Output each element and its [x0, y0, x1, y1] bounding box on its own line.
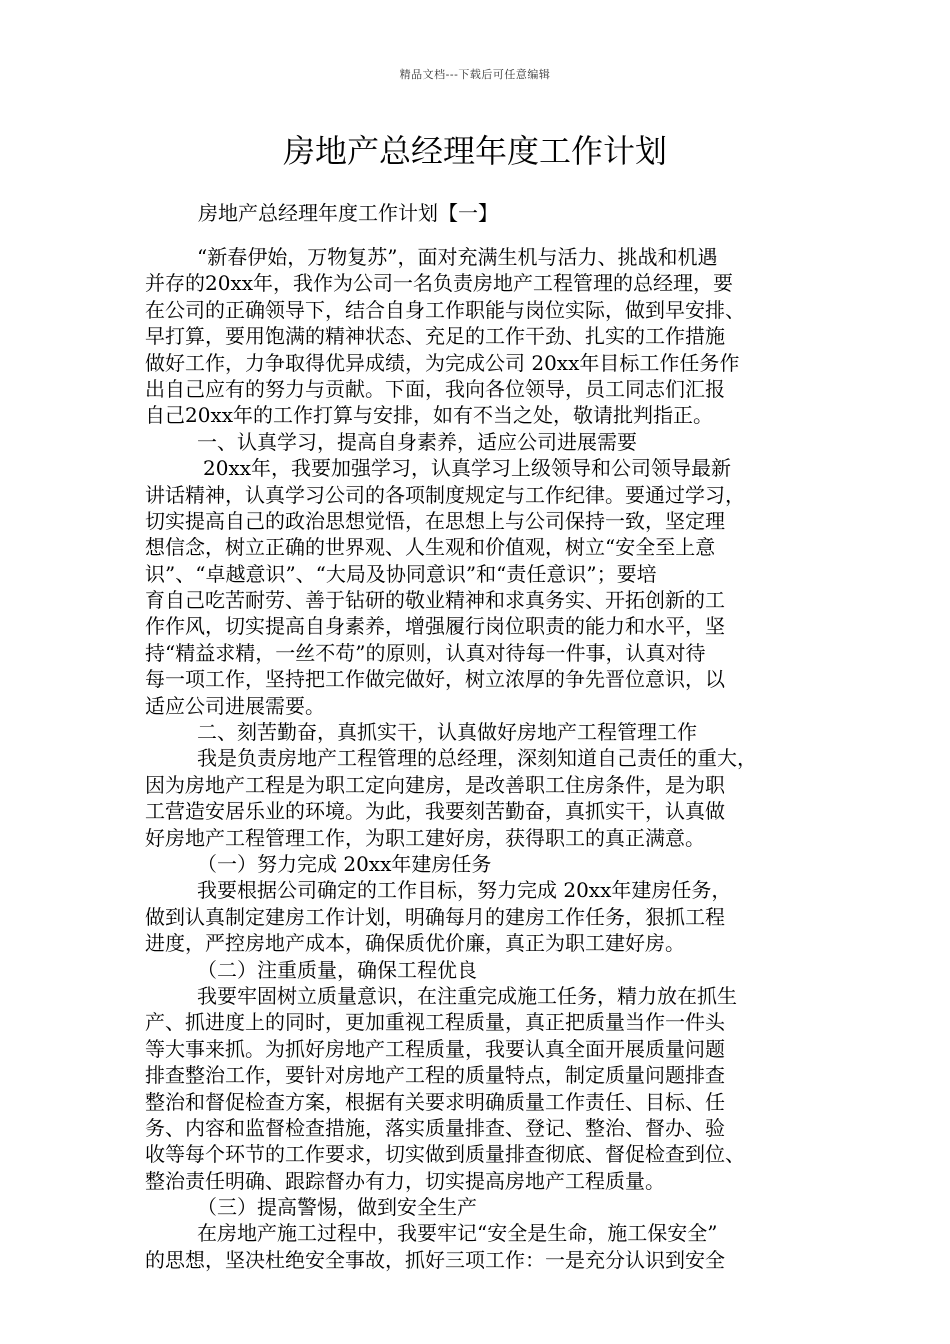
body-line: 并存的20xx年，我作为公司一名负责房地产工程管理的总经理，要 [145, 271, 734, 296]
body-line: 务、内容和监督检查措施，落实质量排查、登记、整治、督办、验 [145, 1115, 725, 1140]
body-line: 整治责任明确、跟踪督办有力，切实提高房地产工程质量。 [145, 1168, 665, 1193]
body-line: 持“精益求精，一丝不苟”的原则，认真对待每一件事，认真对待 [145, 640, 706, 665]
body-line: 早打算，要用饱满的精神状态、充足的工作干劲、扎实的工作措施 [145, 324, 725, 349]
body-line: 整治和督促检查方案，根据有关要求明确质量工作责任、目标、任 [145, 1089, 725, 1114]
body-line: “新春伊始，万物复苏”，面对充满生机与活力、挑战和机遇 [197, 245, 718, 269]
body-line: 等大事来抓。为抓好房地产工程质量，我要认真全面开展质量问题 [145, 1036, 725, 1061]
body-line: 切实提高自己的政治思想觉悟，在思想上与公司保持一致，坚定理 [145, 508, 725, 533]
body-line: 每一项工作，坚持把工作做完做好，树立浓厚的争先晋位意识，以 [145, 667, 725, 692]
body-line: 做好工作，力争取得优异成绩，为完成公司 20xx年目标工作任务作 [145, 350, 740, 375]
body-line: 作作风，切实提高自身素养，增强履行岗位职责的能力和水平，坚 [145, 614, 725, 639]
body-line: 自己20xx年的工作打算与安排，如有不当之处，敬请批判指正。 [145, 403, 714, 428]
body-line: 进度，严控房地产成本，确保质优价廉，真正为职工建好房。 [145, 931, 685, 956]
body-line: 20xx年，我要加强学习，认真学习上级领导和公司领导最新 [203, 456, 732, 481]
body-line: （一）努力完成 20xx年建房任务 [197, 851, 492, 876]
body-line: （二）注重质量，确保工程优良 [197, 957, 477, 982]
body-line: 出自己应有的努力与贡献。下面，我向各位领导，员工同志们汇报 [145, 376, 725, 401]
body-line: 因为房地产工程是为职工定向建房，是改善职工住房条件，是为职 [145, 772, 725, 797]
body-line: 想信念，树立正确的世界观、人生观和价值观，树立“安全至上意 [145, 535, 716, 560]
body-line: 育自己吃苦耐劳、善于钻研的敬业精神和求真务实、开拓创新的工 [145, 588, 725, 613]
body-line: 在公司的正确领导下，结合自身工作职能与岗位实际，做到早安排、 [145, 297, 745, 322]
body-line: 在房地产施工过程中，我要牢记“安全是生命，施工保安全” [197, 1221, 718, 1246]
body-line: 好房地产工程管理工作，为职工建好房，获得职工的真正满意。 [145, 825, 705, 850]
body-line: 我要牢固树立质量意识，在注重完成施工任务，精力放在抓生 [197, 983, 737, 1008]
body-line: 收等每个环节的工作要求，切实做到质量排查彻底、督促检查到位、 [145, 1142, 745, 1167]
body-line: 适应公司进展需要。 [145, 693, 325, 718]
body-line: 做到认真制定建房工作计划，明确每月的建房工作任务，狠抓工程 [145, 904, 725, 929]
body-line: 工营造安居乐业的环境。为此，我要刻苦勤奋，真抓实干，认真做 [145, 799, 725, 824]
body-line: 识”、“卓越意识”、“大局及协同意识”和“责任意识”；要培 [145, 561, 657, 586]
body-line: 我是负责房地产工程管理的总经理，深刻知道自己责任的重大， [197, 746, 757, 771]
header-watermark: 精品文档---下载后可任意编辑 [399, 68, 551, 81]
body-line: 我要根据公司确定的工作目标，努力完成 20xx年建房任务， [197, 878, 732, 903]
body-line: 二、刻苦勤奋，真抓实干，认真做好房地产工程管理工作 [197, 720, 697, 745]
body-line: （三）提高警惕，做到安全生产 [197, 1195, 477, 1220]
body-line: 一、认真学习，提高自身素养，适应公司进展需要 [197, 429, 637, 454]
document-title: 房地产总经理年度工作计划 [282, 132, 667, 170]
body-line: 排查整治工作，要针对房地产工程的质量特点，制定质量问题排查 [145, 1063, 725, 1088]
body-line: 产、抓进度上的同时，更加重视工程质量，真正把质量当作一件头 [145, 1010, 725, 1035]
body-line: 讲话精神，认真学习公司的各项制度规定与工作纪律。要通过学习， [145, 482, 745, 507]
document-body [145, 244, 845, 1273]
document-subtitle: 房地产总经理年度工作计划【一】 [198, 201, 498, 225]
body-line: 的思想，坚决杜绝安全事故，抓好三项工作：一是充分认识到安全 [145, 1247, 725, 1272]
